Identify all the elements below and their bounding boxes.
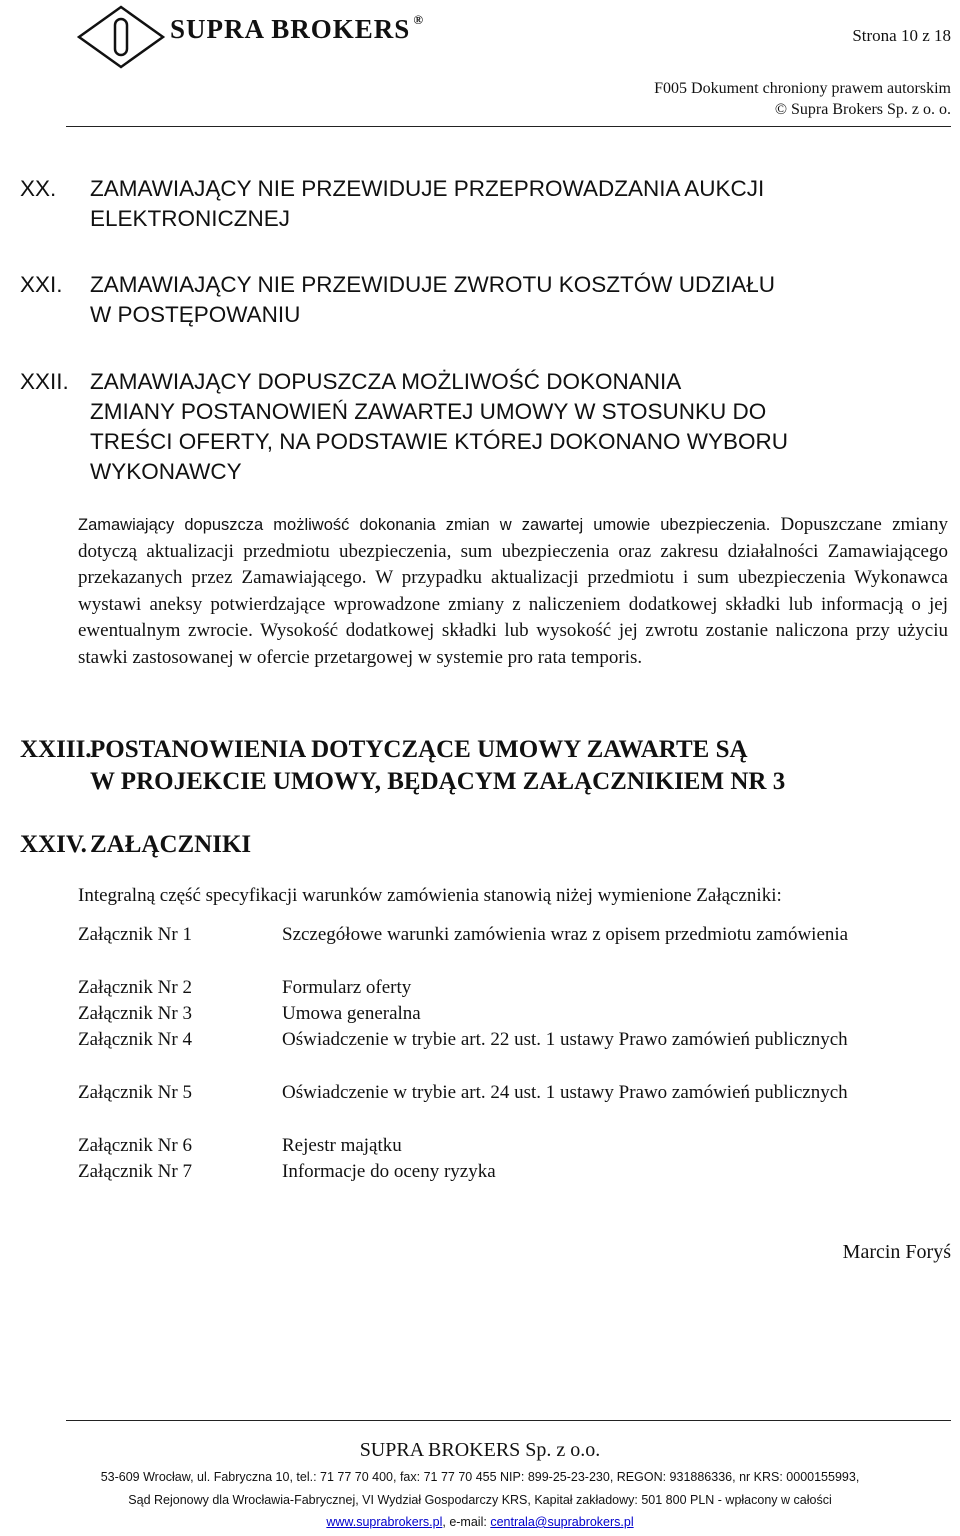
footer-divider (66, 1420, 951, 1421)
footer-registration-line: Sąd Rejonowy dla Wrocławia-Fabrycznej, VI Wydział Gospodarczy KRS, Kapitał zakładowy: 501 800 PLN - wpłacony w całości (128, 1493, 832, 1507)
section-number: XX. (20, 176, 57, 201)
title-line: POSTANOWIENIA DOTYCZĄCE UMOWY ZAWARTE SĄ (90, 736, 748, 763)
title-line: ZAMAWIAJĄCY DOPUSZCZA MOŻLIWOŚĆ DOKONANIA (90, 369, 682, 394)
section-title (90, 367, 788, 487)
title-line: W POSTĘPOWANIU (90, 302, 301, 327)
website-link[interactable]: www.suprabrokers.pl (326, 1515, 443, 1529)
attachment-label: Załącznik Nr 4 (78, 1029, 192, 1050)
attachment-description: Umowa generalna (282, 1003, 421, 1024)
footer-company-name: SUPRA BROKERS Sp. z o.o. (359, 1439, 601, 1461)
section-title (90, 174, 764, 234)
section-title (90, 734, 785, 798)
footer-contact-line (0, 1515, 960, 1529)
attachment-description: Informacje do oceny ryzyka (282, 1161, 496, 1182)
attachment-label: Załącznik Nr 6 (78, 1135, 192, 1156)
title-line: ZAŁĄCZNIKI (90, 831, 252, 858)
brand-name: SUPRA BROKERS ® (170, 12, 425, 44)
footer-address-line: 53-609 Wrocław, ul. Fabryczna 10, tel.: 71 77 70 400, fax: 71 77 70 455 NIP: 899-25-23-230, REGON: 931886336, nr KRS: 0000155993, (100, 1470, 860, 1484)
header-divider (66, 126, 951, 127)
section-number: XXIV. (20, 831, 87, 858)
title-line: ZAMAWIAJĄCY NIE PRZEWIDUJE ZWROTU KOSZTÓW UDZIAŁU (90, 272, 776, 297)
email-link[interactable]: centrala@suprabrokers.pl (490, 1515, 634, 1529)
title-line: ZAMAWIAJĄCY NIE PRZEWIDUJE PRZEPROWADZANIA AUKCJI (90, 176, 765, 201)
attachment-label: Załącznik Nr 5 (78, 1082, 192, 1103)
signature-name: Marcin Foryś (842, 1241, 951, 1263)
attachment-description: Rejestr majątku (282, 1135, 402, 1156)
section-number: XXIII. (20, 736, 92, 763)
email-label: , e-mail: (442, 1515, 491, 1529)
attachment-label: Załącznik Nr 1 (78, 924, 192, 945)
title-line: ZMIANY POSTANOWIEŃ ZAWARTEJ UMOWY W STOSUNKU DO (90, 399, 767, 424)
attachment-label: Załącznik Nr 7 (78, 1161, 192, 1182)
section-number: XXII. (20, 369, 69, 394)
registered-mark: ® (413, 12, 425, 27)
title-line: ELEKTRONICZNEJ (90, 206, 291, 231)
attachment-description: Formularz oferty (282, 977, 412, 998)
paragraph-body: Dopuszczane zmiany dotyczą aktualizacji przedmiotu ubezpieczenia, sum ubezpieczenia oraz zakresu działalności Zamawiającego przekazanych przez Zamawiającego. W przypadku aktualizacji przedmiotu i sum ubezpieczenia Wykonawca wystawi aneksy potwierdzające wprowadzone zmiany z naliczeniem dodatkowej składki lub informacją o jej ewentualnym zwrocie. Wysokość dodatkowej składki lub wysokość jej zwrotu zostanie naliczona przy użyciu stawki zastosowanej w ofercie przetargowej w systemie pro rata temporis. (78, 514, 948, 668)
attachment-description: Szczegółowe warunki zamówienia wraz z opisem przedmiotu zamówienia (282, 924, 849, 945)
copyright-notice (654, 78, 951, 120)
title-line: WYKONAWCY (90, 459, 242, 484)
copyright-line-2: © Supra Brokers Sp. z o. o. (774, 101, 951, 118)
title-line: TREŚCI OFERTY, NA PODSTAWIE KTÓREJ DOKONANO WYBORU (90, 429, 789, 454)
amendment-paragraph (78, 512, 948, 671)
attachment-description: Oświadczenie w trybie art. 22 ust. 1 ustawy Prawo zamówień publicznych (282, 1029, 848, 1050)
title-line: W PROJEKCIE UMOWY, BĘDĄCYM ZAŁĄCZNIKIEM NR 3 (90, 768, 786, 795)
section-title (90, 270, 775, 330)
copyright-line-1: F005 Dokument chroniony prawem autorskim (654, 80, 951, 97)
supra-brokers-logo-icon (76, 4, 166, 70)
section-title (90, 829, 251, 861)
attachments-intro: Integralną część specyfikacji warunków zamówienia stanowią niżej wymienione Załączniki: (78, 885, 782, 906)
attachment-label: Załącznik Nr 2 (78, 977, 192, 998)
section-number: XXI. (20, 272, 63, 297)
attachment-description: Oświadczenie w trybie art. 24 ust. 1 ustawy Prawo zamówień publicznych (282, 1082, 848, 1103)
page-number: Strona 10 z 18 (852, 26, 951, 45)
attachment-label: Załącznik Nr 3 (78, 1003, 192, 1024)
paragraph-lead-sentence: Zamawiający dopuszcza możliwość dokonania zmian w zawartej umowie ubezpieczenia. (78, 516, 771, 534)
